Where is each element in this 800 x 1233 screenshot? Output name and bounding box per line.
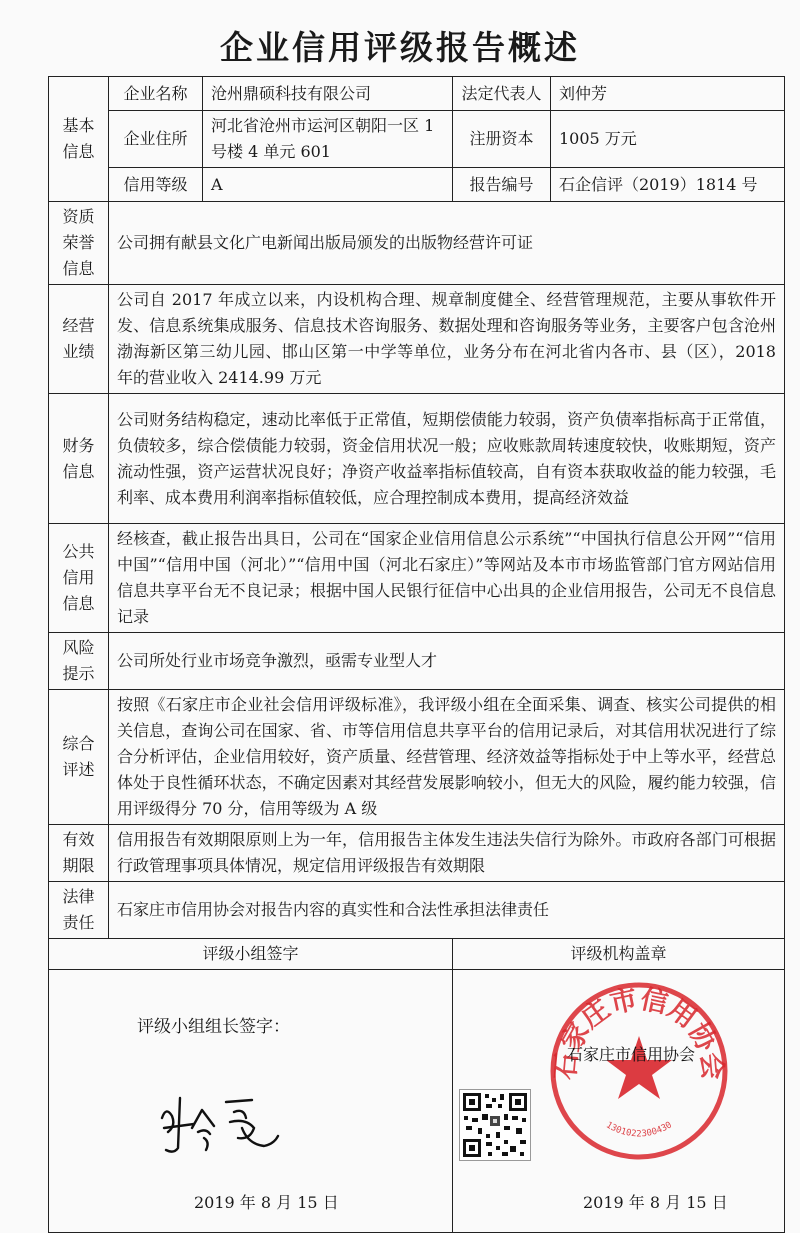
basic-row-3 [49,168,785,202]
signature-row [49,970,785,1233]
basic-row-1 [49,77,785,111]
section-text: 公司自 2017 年成立以来，内设机构合理、规章制度健全、经营管理规范，主要从事软件开发、信息系统集成服务、信息技术咨询服务、数据处理和咨询服务等业务，主要客户包含沧州渤海新区第三幼儿园、邯山区第一中学等单位，业务分布在河北省内各市、县（区），2018 年的营业收入 2414.99 万元 [109,285,785,394]
section-label: 法律责任 [49,882,109,939]
section-label: 风险提示 [49,633,109,690]
section-label: 资质荣誉信息 [49,202,109,285]
agency-name: 石家庄市信用协会 [567,1045,696,1064]
section-label: 财务信息 [49,394,109,524]
section-row [49,202,785,285]
report-number-label: 报告编号 [453,168,551,202]
signature-header-row [49,939,785,970]
report-number-value: 石企信评（2019）1814 号 [551,168,785,202]
basic-row-2 [49,111,785,168]
section-row [49,394,785,524]
seal-code: 1301022300430 [604,1120,674,1140]
credit-grade-label: 信用等级 [109,168,203,202]
page-title: 企业信用评级报告概述 [220,28,580,67]
rating-team-signature-title: 评级小组签字 [49,939,453,970]
registered-capital-label: 注册资本 [453,111,551,168]
registered-capital-value: 1005 万元 [551,111,785,168]
rating-team-signature-area [49,970,453,1233]
legal-rep-value: 刘仲芳 [551,77,785,111]
basic-info-label: 基本信息 [49,77,109,202]
section-text: 信用报告有效期限原则上为一年，信用报告主体发生违法失信行为除外。市政府各部门可根据行政管理事项具体情况，规定信用评级报告有效期限 [109,825,785,882]
rating-agency-seal-area [453,970,785,1233]
section-text: 公司拥有献县文化广电新闻出版局颁发的出版物经营许可证 [109,202,785,285]
section-text: 公司所处行业市场竞争激烈，亟需专业型人才 [109,633,785,690]
section-row [49,690,785,825]
section-label: 有效期限 [49,825,109,882]
section-text: 公司财务结构稳定，速动比率低于正常值，短期偿债能力较弱，资产负债率指标高于正常值，负债较多，综合偿债能力较弱，资金信用状况一般；应收账款周转速度较快，收账期短，资产流动性强，资产运营状况良好；净资产收益率指标值较高，自有资本获取收益的能力较强，毛利率、成本费用利润率指标值较低，应合理控制成本费用，提高经济效益 [109,394,785,524]
section-text: 经核查，截止报告出具日，公司在“国家企业信用信息公示系统”“中国执行信息公开网”“信用中国”“信用中国（河北）”“信用中国（河北石家庄）”等网站及本市市场监管部门官方网站信用信息共享平台无不良记录；根据中国人民银行征信中心出具的企业信用报告，公司无不良信息记录 [109,524,785,633]
section-label: 公共信用信息 [49,524,109,633]
legal-rep-label: 法定代表人 [453,77,551,111]
company-name-label: 企业名称 [109,77,203,111]
address-value: 河北省沧州市运河区朝阳一区 1 号楼 4 单元 601 [203,111,453,168]
section-label: 综合评述 [49,690,109,825]
section-row [49,633,785,690]
rating-agency-seal-title: 评级机构盖章 [453,939,785,970]
agency-seal-date: 2019 年 8 月 15 日 [583,1193,728,1212]
section-row [49,285,785,394]
handwritten-signature [154,1088,284,1158]
company-name-value: 沧州鼎硕科技有限公司 [203,77,453,111]
section-row [49,524,785,633]
credit-grade-value: A [203,168,453,202]
qr-code [459,1089,531,1161]
section-row [49,882,785,939]
seal-arc-text: 石家庄市信用协会 [550,983,728,1081]
team-signature-date: 2019 年 8 月 15 日 [194,1193,339,1212]
section-row [49,825,785,882]
section-label: 经营业绩 [49,285,109,394]
report-table [48,76,785,1233]
section-text: 石家庄市信用协会对报告内容的真实性和合法性承担法律责任 [109,882,785,939]
team-leader-signature-label: 评级小组组长签字： [137,1017,290,1037]
official-seal [548,980,730,1162]
section-text: 按照《石家庄市企业社会信用评级标准》，我评级小组在全面采集、调查、核实公司提供的相关信息，查询公司在国家、省、市等信用信息共享平台的信用记录后，对其信用状况进行了综合分析评估，企业信用较好，资产质量、经营管理、经济效益等指标处于中上等水平，经营总体处于良性循环状态，不确定因素对其经营发展影响较小，但无大的风险，履约能力较强，信用评级得分 70 分，信用等级为 A 级 [109,690,785,825]
address-label: 企业住所 [109,111,203,168]
